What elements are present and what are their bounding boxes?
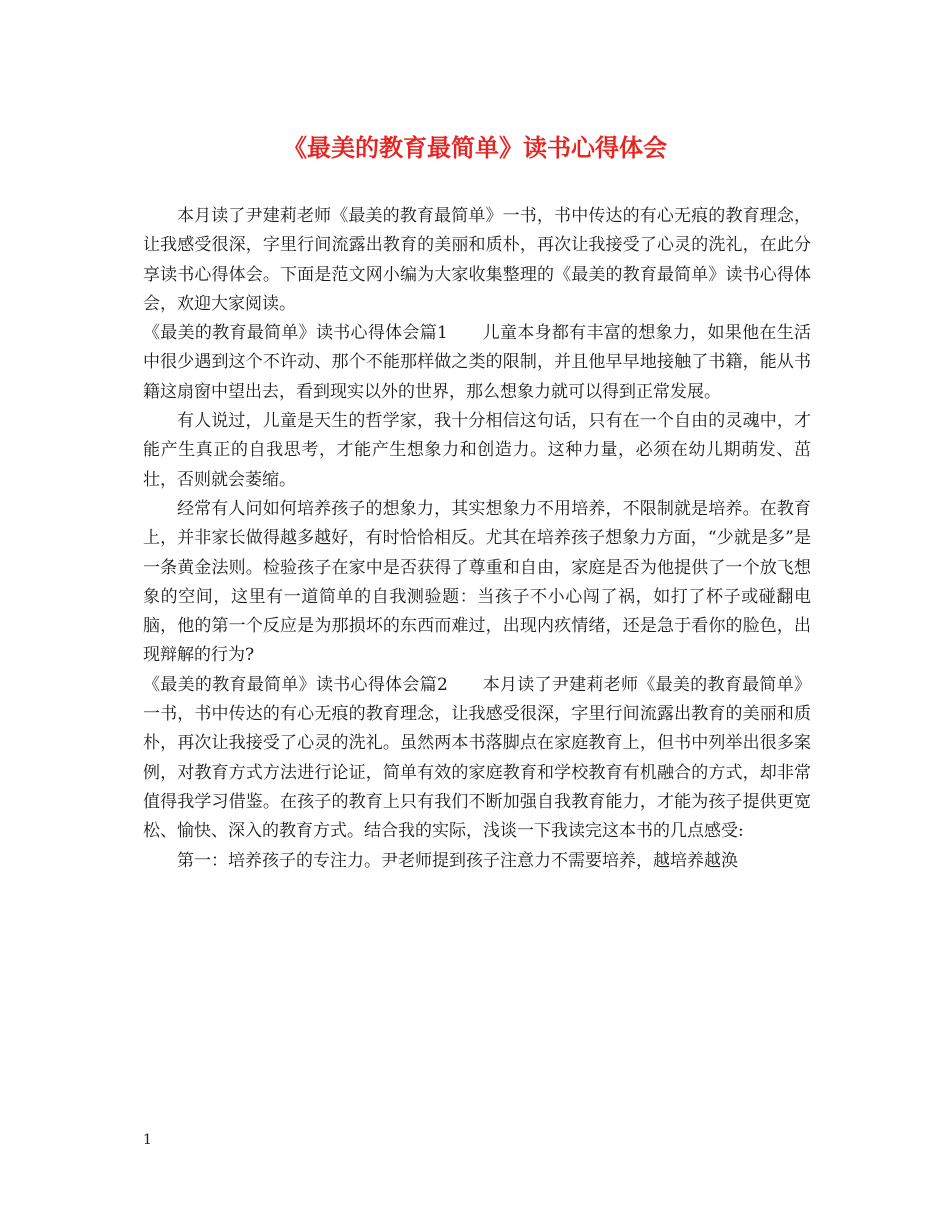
- paragraph-philosopher: 有人说过，儿童是天生的哲学家，我十分相信这句话，只有在一个自由的灵魂中，才能产生真正的自我思考，才能产生想象力和创造力。这种力量，必须在幼儿期萌发、茁壮，否则就会萎缩。: [143, 411, 811, 490]
- document-title: 《最美的教育最简单》读书心得体会: [283, 134, 667, 162]
- paragraph-section-2: 《最美的教育最简单》读书心得体会篇2 本月读了尹建莉老师《最美的教育最简单》一书，书中传达的有心无痕的教育理念，让我感受很深，字里行间流露出教育的美丽和质朴，再次让我接受了心灵的洗礼。虽然两本书落脚点在家庭教育上，但书中列举出很多案例，对教育方式方法进行论证，简单有效的家庭教育和学校教育有机融合的方式，却非常值得我学习借鉴。在孩子的教育上只有我们不断加强自我教育能力，才能为孩子提供更宽松、愉快、深入的教育方式。结合我的实际，浅谈一下我读完这本书的几点感受:: [143, 674, 811, 842]
- page-number: 1: [143, 1132, 152, 1148]
- document-body: [143, 202, 811, 876]
- paragraph-intro: 本月读了尹建莉老师《最美的教育最简单》一书，书中传达的有心无痕的教育理念，让我感受很深，字里行间流露出教育的美丽和质朴，再次让我接受了心灵的洗礼，在此分享读书心得体会。下面是范文网小编为大家收集整理的《最美的教育最简单》读书心得体会，欢迎大家阅读。: [143, 206, 811, 314]
- paragraph-section-1: 《最美的教育最简单》读书心得体会篇1 儿童本身都有丰富的想象力，如果他在生活中很少遇到这个不许动、那个不能那样做之类的限制，并且他早早地接触了书籍，能从书籍这扇窗中望出去，看到现实以外的世界，那么想象力就可以得到正常发展。: [143, 323, 811, 402]
- paragraph-imagination: 经常有人问如何培养孩子的想象力，其实想象力不用培养，不限制就是培养。在教育上，并非家长做得越多越好，有时恰恰相反。尤其在培养孩子想象力方面，“少就是多”是一条黄金法则。检验孩子在家中是否获得了尊重和自由，家庭是否为他提供了一个放飞想象的空间，这里有一道简单的自我测验题：当孩子不小心闯了祸，如打了杯子或碰翻电脑，他的第一个反应是为那损坏的东西而难过，出现内疚情绪，还是急于看你的脸色，出现辩解的行为?: [143, 498, 811, 666]
- paragraph-focus: 第一：培养孩子的专注力。尹老师提到孩子注意力不需要培养，越培养越涣: [177, 850, 738, 871]
